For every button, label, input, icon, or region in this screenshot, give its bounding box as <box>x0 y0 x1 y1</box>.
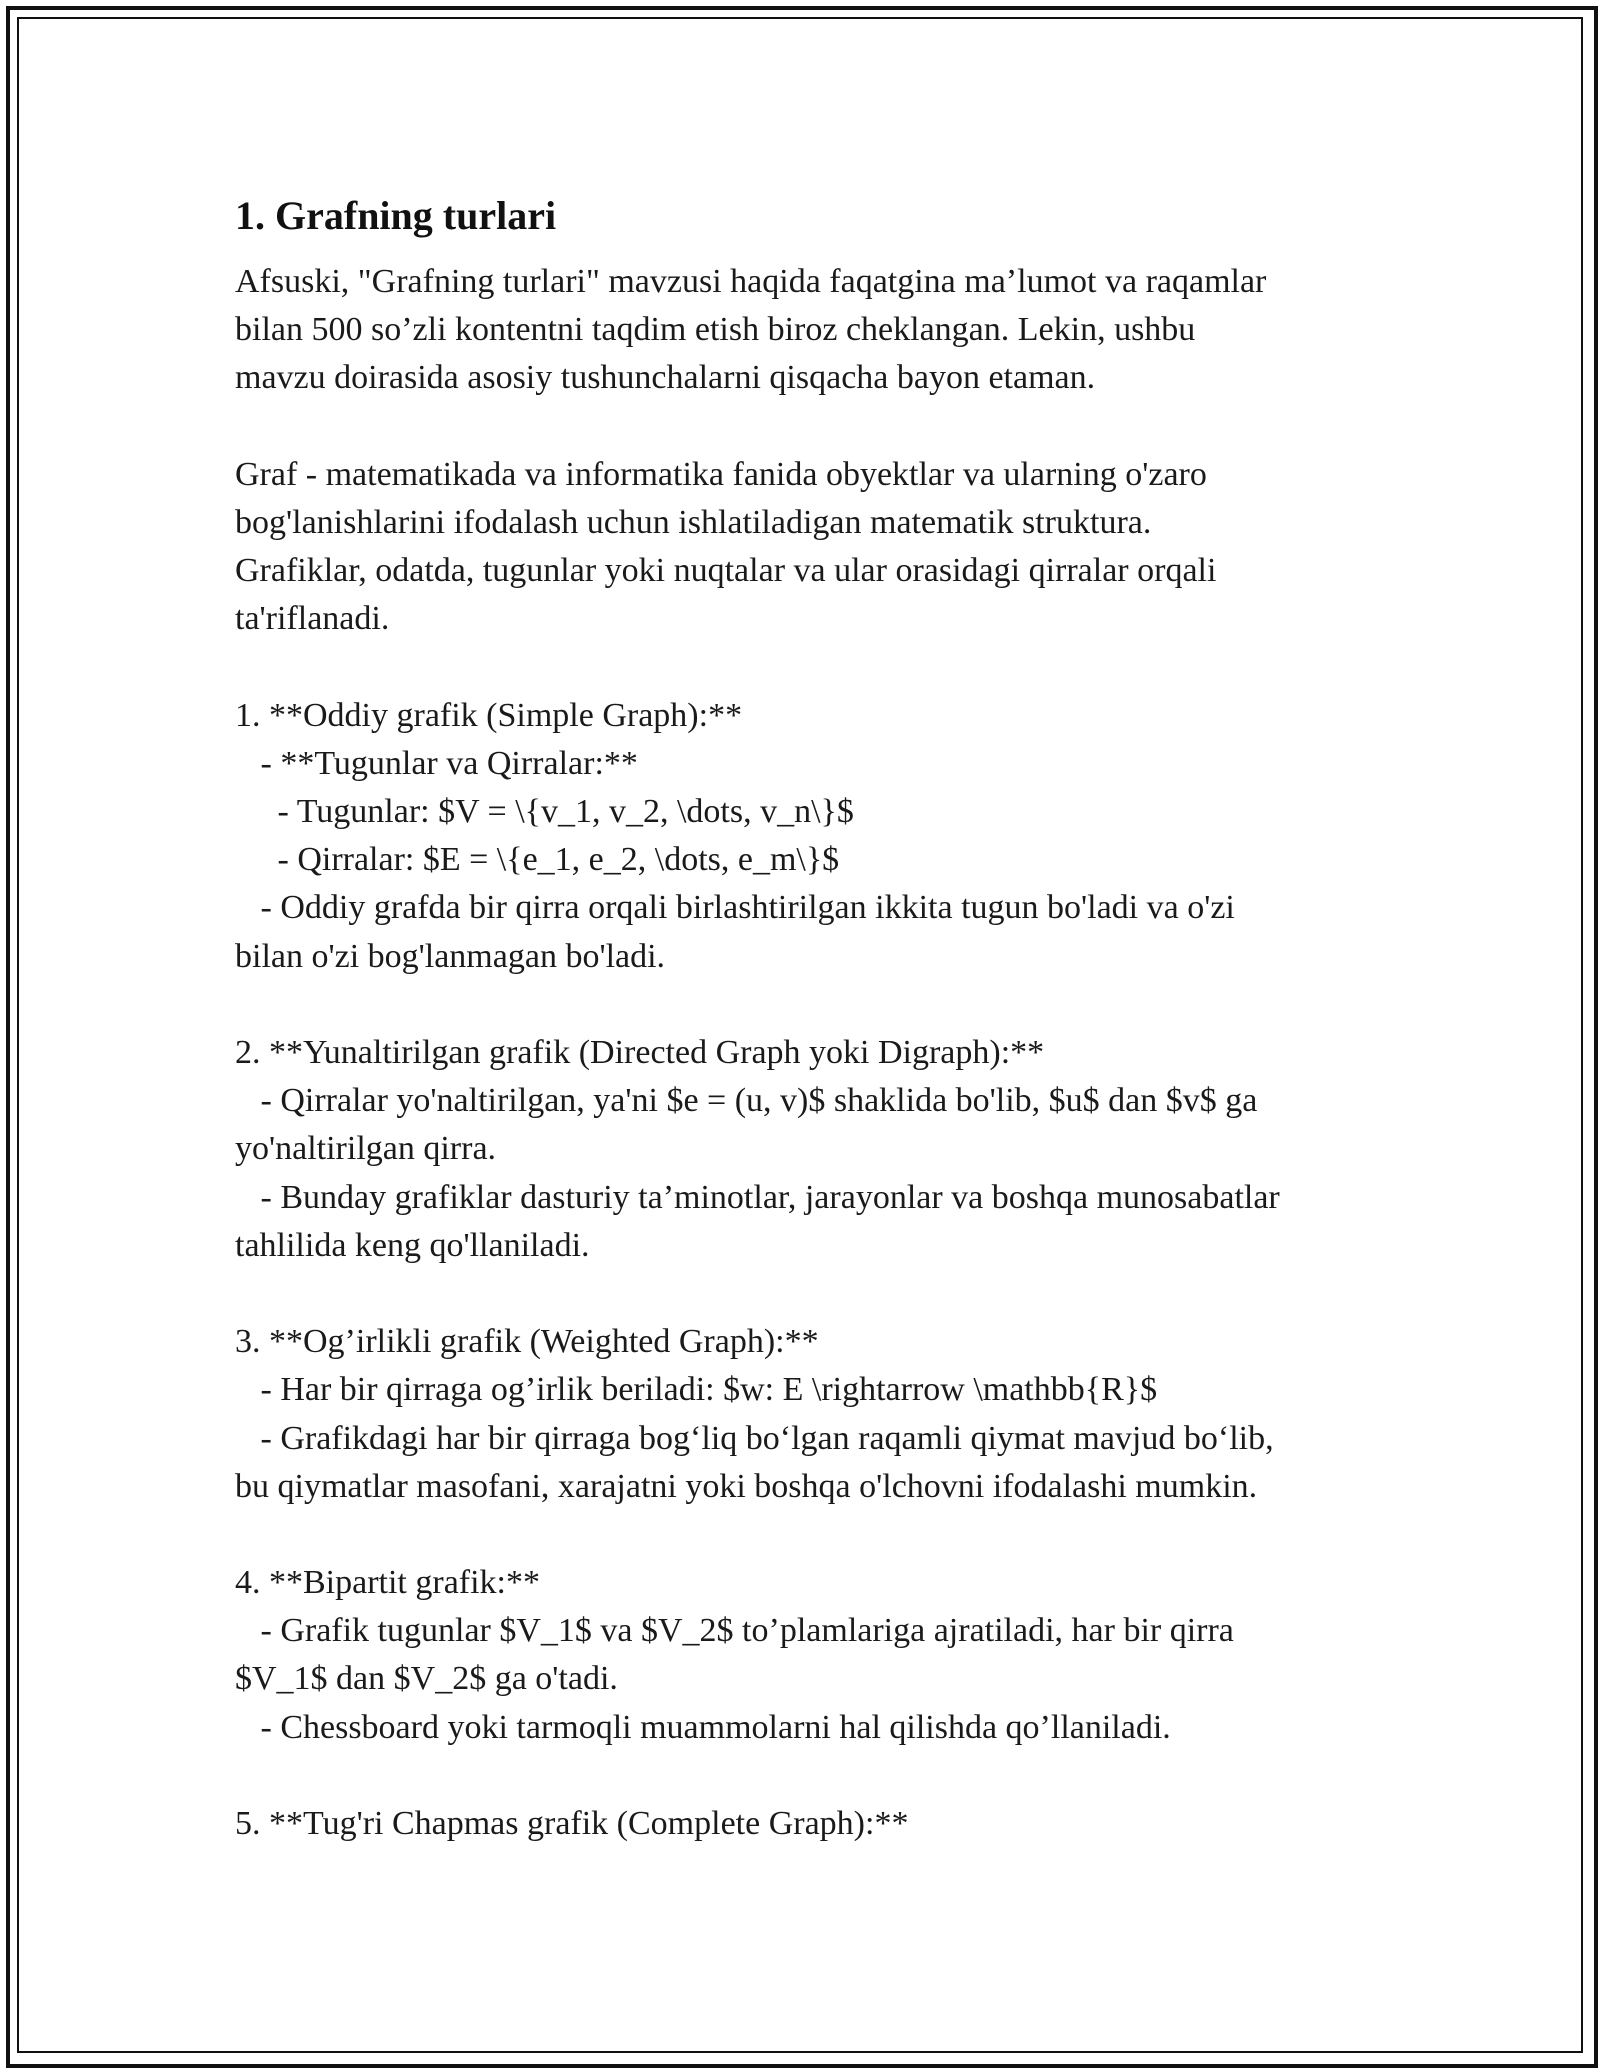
text-line: bilan o'zi bog'lanmagan bo'ladi. <box>235 937 666 975</box>
text-line: Afsuski, "Grafning turlari" mavzusi haqida faqatgina ma’lumot va raqamlar <box>235 263 1267 300</box>
text-line: - Har bir qirraga og’irlik beriladi: $w: E \rightarrow \mathbb{R}$ <box>235 1371 1158 1409</box>
text-line: - Chessboard yoki tarmoqli muammolarni hal qilishda qo’llaniladi. <box>235 1708 1171 1746</box>
text-line: mavzu doirasida asosiy tushunchalarni qisqacha bayon etaman. <box>235 359 1096 397</box>
blank-line <box>235 644 1375 692</box>
text-line: - **Tugunlar va Qirralar:** <box>235 744 638 782</box>
blank-line <box>235 403 1375 451</box>
text-line: - Qirralar yo'naltirilgan, ya'ni $e = (u, v)$ shaklida bo'lib, $u$ dan $v$ ga <box>235 1082 1258 1120</box>
text-line: - Grafik tugunlar $V_1$ va $V_2$ to’plamlariga ajratiladi, har bir qirra <box>235 1612 1234 1650</box>
text-line: tahlilida keng qo'llaniladi. <box>235 1226 590 1264</box>
document-body <box>235 258 1375 1848</box>
blank-line <box>235 981 1375 1029</box>
text-line: - Grafikdagi har bir qirraga bog‘liq bo‘lgan raqamli qiymat mavjud bo‘lib, <box>235 1419 1274 1457</box>
text-line: - Bunday grafiklar dasturiy ta’minotlar, jarayonlar va boshqa munosabatlar <box>235 1178 1280 1216</box>
text-line: yo'naltirilgan qirra. <box>235 1130 497 1168</box>
text-line: 5. **Tug'ri Chapmas grafik (Complete Graph):** <box>235 1805 909 1842</box>
document-page <box>235 180 1375 1848</box>
text-line: 1. **Oddiy grafik (Simple Graph):** <box>235 696 743 734</box>
text-line: 3. **Og’irlikli grafik (Weighted Graph):** <box>235 1323 819 1361</box>
text-line: 4. **Bipartit grafik:** <box>235 1564 541 1602</box>
section-heading: 1. Grafning turlari <box>235 193 557 238</box>
text-line: bilan 500 so’zli kontentni taqdim etish biroz cheklangan. Lekin, ushbu <box>235 311 1196 349</box>
text-line: - Oddiy grafda bir qirra orqali birlashtirilgan ikkita tugun bo'ladi va o'zi <box>235 889 1235 927</box>
text-line: $V_1$ dan $V_2$ ga o'tadi. <box>235 1660 618 1698</box>
blank-line <box>235 1511 1375 1559</box>
text-line: bog'lanishlarini ifodalash uchun ishlatiladigan matematik struktura. <box>235 503 1152 541</box>
text-line: Graf - matematikada va informatika fanida obyektlar va ularning o'zaro <box>235 455 1207 493</box>
blank-line <box>235 1270 1375 1318</box>
text-line: - Qirralar: $E = \{e_1, e_2, \dots, e_m\}$ <box>235 841 840 879</box>
text-line: bu qiymatlar masofani, xarajatni yoki boshqa o'lchovni ifodalashi mumkin. <box>235 1467 1258 1505</box>
text-line: - Tugunlar: $V = \{v_1, v_2, \dots, v_n\}$ <box>235 793 854 831</box>
text-line: ta'riflanadi. <box>235 600 390 638</box>
text-line: 2. **Yunaltirilgan grafik (Directed Graph yoki Digraph):** <box>235 1034 1045 1071</box>
blank-line <box>235 1752 1375 1800</box>
text-line: Grafiklar, odatda, tugunlar yoki nuqtalar va ular orasidagi qirralar orqali <box>235 552 1217 590</box>
